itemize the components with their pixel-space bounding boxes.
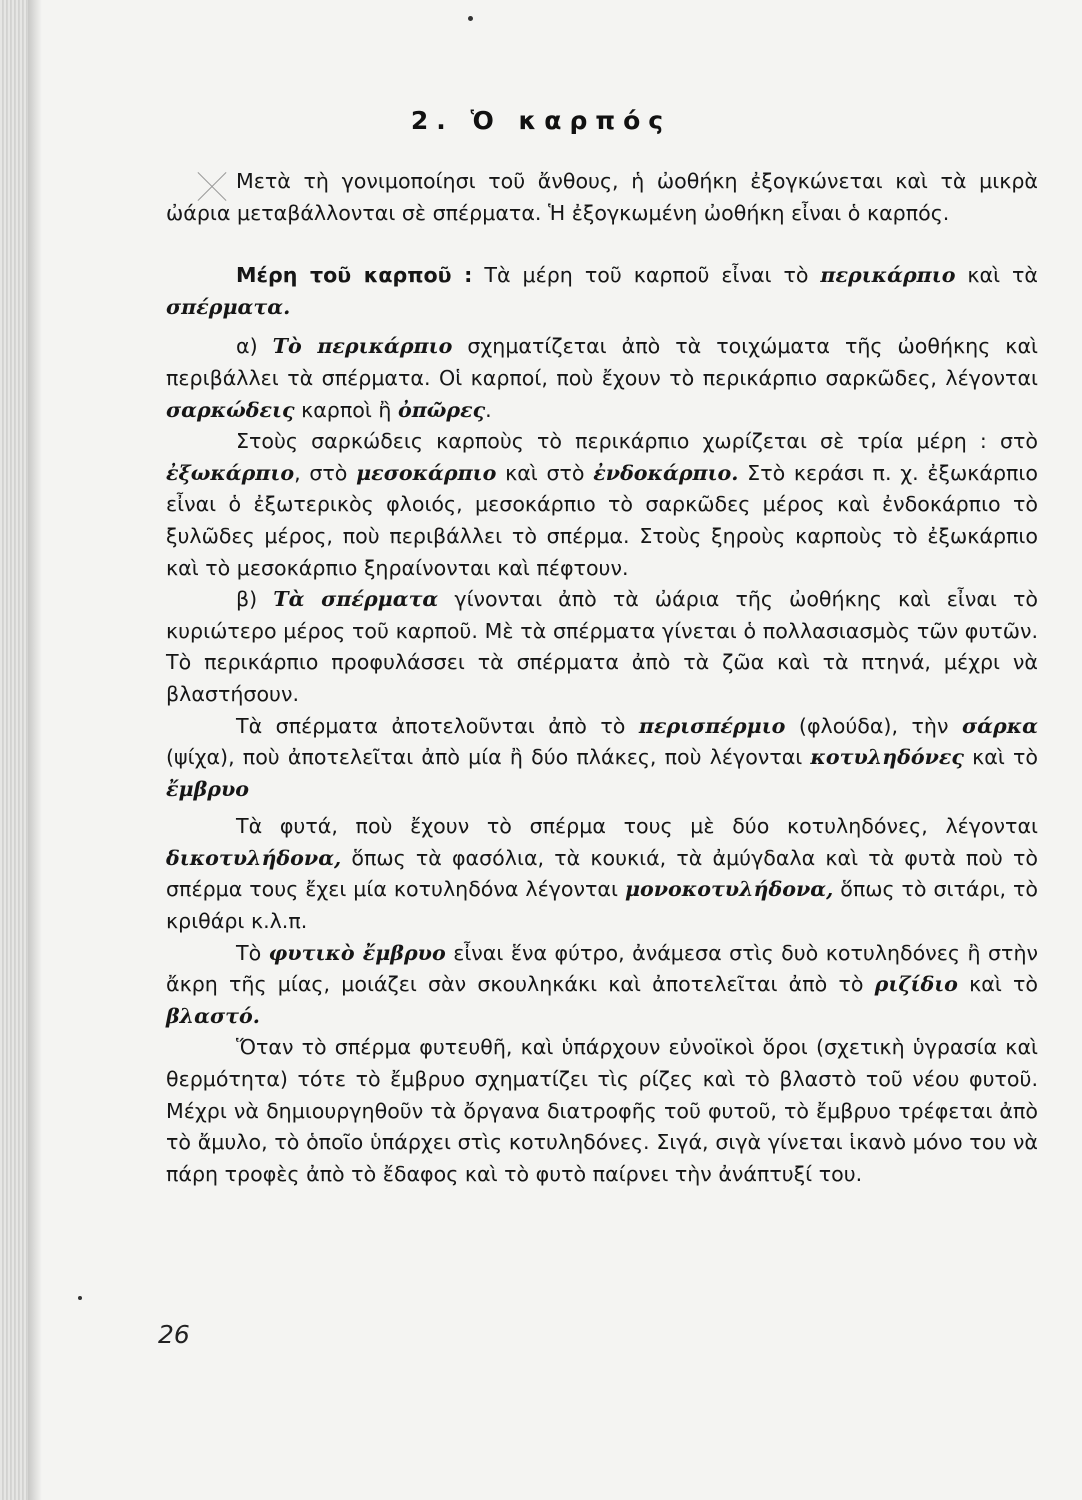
term: περισπέρμιο — [638, 713, 786, 738]
text-run: Τὰ φυτά, ποὺ ἔχουν τὸ σπέρμα τους μὲ δύο κοτυληδόνες, λέγονται — [236, 814, 1038, 839]
text-run: Στοὺς σαρκώδεις καρποὺς τὸ περικάρπιο χωρίζεται σὲ τρία μέρη : στὸ — [236, 429, 1038, 454]
term: βλαστό. — [166, 1003, 260, 1028]
text-run: (ψίχα), ποὺ ἀποτελεῖται ἀπὸ μία ἢ δύο πλάκες, ποὺ λέγονται — [166, 745, 811, 770]
ink-speck — [78, 1296, 82, 1300]
paragraph-parts — [166, 260, 1038, 323]
paragraph-seed-parts — [166, 711, 1038, 806]
text-run: καὶ τὰ — [955, 263, 1039, 288]
term: σπέρματα. — [166, 294, 291, 319]
text-run: καρποὶ ἢ — [294, 397, 398, 422]
paragraph-germination: Ὅταν τὸ σπέρμα φυτευθῆ, καὶ ὑπάρχουν εὐνοϊκοὶ ὅροι (σχετικὴ ὑγρασία καὶ θερμότητα) τότε τὸ ἔμβρυο σχηματίζει τὶς ρίζες καὶ τὸ βλαστὸ τοῦ νέου φυτοῦ. Μέχρι νὰ δημιουργηθοῦν τὰ ὄργανα διατροφῆς τοῦ φυτοῦ, τὸ ἔμβρυο τρέφεται ἀπὸ τὸ ἄμυλο, τὸ ὁποῖο ὑπάρχει στὶς κοτυληδόνες. Σιγά, σιγὰ γίνεται ἱκανὸ μόνο του νὰ πάρη τροφὲς ἀπὸ τὸ ἔδαφος καὶ τὸ φυτὸ παίρνει τὴν ἀνάπτυξί του. — [166, 1035, 1038, 1186]
text-run: γίνονται ἀπὸ τὰ ὠάρια τῆς ὠοθήκης καὶ εἶναι τὸ κυριώτερο μέρος τοῦ καρποῦ. Μὲ τὰ σπέρματα γίνεται ὁ πολλασιασμὸς τῶν φυτῶν. Τὸ περικάρπιο προφυλάσσει τὰ σπέρματα ἀπὸ τὰ ζῶα καὶ τὰ πτηνά, μέχρι νὰ βλαστήσουν. — [166, 587, 1038, 706]
paragraph-pericarp — [166, 331, 1038, 426]
text-run: ὅπως τὸ σιτάρι, τὸ κριθάρι κ.λ.π. — [166, 877, 1038, 934]
text-run: α) — [236, 334, 273, 359]
text-run: καὶ τὸ — [957, 972, 1038, 997]
term: ἔμβρυο — [166, 776, 249, 801]
section-heading: Μέρη τοῦ καρποῦ : — [236, 263, 473, 288]
term: Τὸ περικάρπιο — [272, 334, 453, 359]
body-text — [166, 166, 1038, 1190]
page-edges — [0, 0, 28, 1500]
term: μονοκοτυλήδονα, — [624, 877, 834, 902]
text-run: εἶναι ἕνα φύτρο, ἀνάμεσα στὶς δυὸ κοτυληδόνες ἢ στὴν ἄκρη τῆς μίας, μοιάζει σὰν σκουληκάκι καὶ ἀποτελεῖται ἀπὸ τὸ — [166, 940, 1038, 997]
text-run: Τὰ μέρη τοῦ καρποῦ εἶναι τὸ — [472, 263, 821, 288]
paragraph-cotyledons — [166, 811, 1038, 937]
text-run: . — [485, 397, 492, 422]
paragraph-fleshy-fruits — [166, 426, 1038, 584]
page-number: 26 — [158, 1320, 190, 1349]
paragraph-intro: Μετὰ τὴ γονιμοποίησι τοῦ ἄνθους, ἡ ὠοθήκη ἐξογκώνεται καὶ τὰ μικρὰ ὠάρια μεταβάλλονται σὲ σπέρματα. Ἡ ἐξογκωμένη ὠοθήκη εἶναι ὁ καρπός. — [166, 169, 1038, 225]
term: σάρκα — [961, 713, 1038, 738]
text-run: Τὸ — [236, 940, 269, 965]
text-run: (φλούδα), τὴν — [785, 713, 962, 738]
text-run: , στὸ — [294, 460, 357, 485]
text-run: Τὰ σπέρματα ἀποτελοῦνται ἀπὸ τὸ — [236, 713, 639, 738]
text-run: ὅπως τὰ φασόλια, τὰ κουκιά, τὰ ἀμύγδαλα καὶ τὰ φυτὰ ποὺ τὸ σπέρμα τους ἔχει μία κοτυληδόνα λέγονται — [166, 845, 1038, 902]
text-run: Στὸ κεράσι π. χ. ἐξωκάρπιο εἶναι ὁ ἐξωτερικὸς φλοιός, μεσοκάρπιο τὸ σαρκῶδες μέρος καὶ ἐνδοκάρπιο τὸ ξυλῶδες μέρος, ποὺ περιβάλλει τὸ σπέρμα. Στοὺς ξηροὺς καρποὺς τὸ ἐξωκάρπιο καὶ τὸ μεσοκάρπιο ξηραίνονται καὶ πέφτουν. — [166, 460, 1038, 580]
gutter-shadow — [28, 0, 42, 1500]
paragraph-embryo — [166, 938, 1038, 1033]
text-run: καὶ στὸ — [496, 460, 594, 485]
term: περικάρπιο — [820, 263, 956, 288]
text-run: σχηματίζεται ἀπὸ τὰ τοιχώματα τῆς ὠοθήκης καὶ περιβάλλει τὰ σπέρματα. Οἱ καρποί, ποὺ ἔχουν τὸ περικάρπιο σαρκῶδες, λέγονται — [166, 334, 1038, 390]
term: κοτυληδόνες — [810, 745, 964, 770]
term: ἐνδοκάρπιο. — [593, 460, 739, 485]
term: ριζίδιο — [874, 972, 958, 997]
term: ἐξωκάρπιο — [166, 460, 295, 485]
text-run: β) — [236, 587, 274, 612]
term: Τὰ σπέρματα — [273, 587, 439, 612]
term: μεσοκάρπιο — [356, 460, 497, 485]
term: δικοτυλήδονα, — [166, 845, 342, 870]
term: φυτικὸ ἔμβρυο — [268, 940, 446, 965]
term: ὀπῶρες — [397, 397, 486, 422]
text-run: καὶ τὸ — [963, 745, 1038, 770]
chapter-title: 2. Ὁ καρπός — [410, 106, 672, 135]
paragraph-seeds — [166, 584, 1038, 710]
term: σαρκώδεις — [166, 397, 295, 422]
ink-speck — [468, 16, 473, 21]
